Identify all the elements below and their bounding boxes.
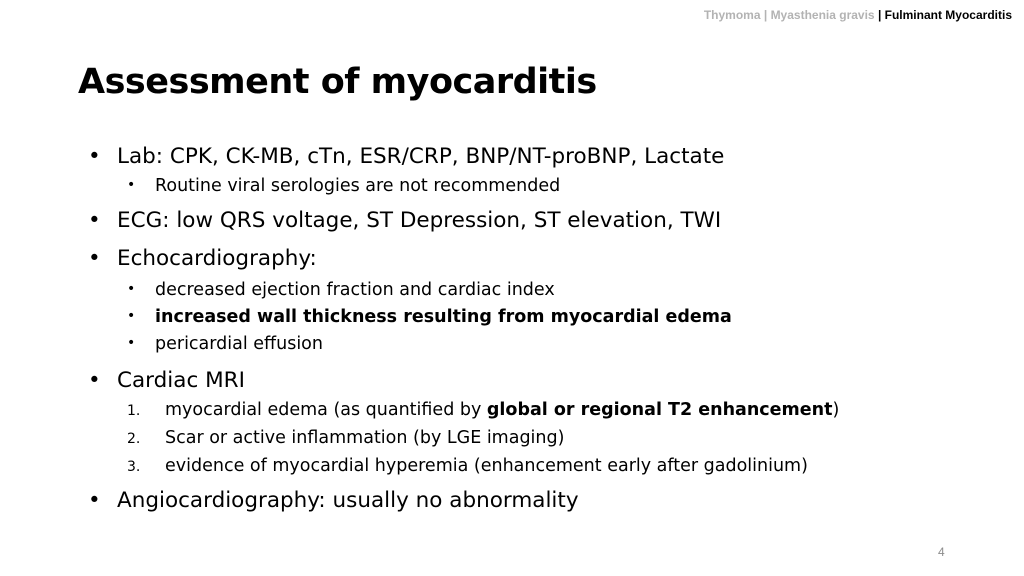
slide-title: Assessment of myocarditis (78, 62, 597, 102)
bullet-text: Angiocardiography: usually no abnormality (117, 488, 579, 513)
bullet-text: Lab: CPK, CK-MB, cTn, ESR/CRP, BNP/NT-proBNP, Lactate (117, 144, 725, 169)
bullet-text: Cardiac MRI (117, 368, 245, 393)
sub-bullet-marker: • (127, 335, 136, 351)
sub-bullet-text: pericardial effusion (155, 334, 323, 354)
sub-bullet-text-bold: increased wall thickness resulting from myocardial edema (155, 307, 732, 327)
bullet-marker: • (88, 144, 101, 169)
number-marker: 2. (127, 431, 141, 447)
numbered-item-3 (127, 456, 808, 476)
bullet-text: ECG: low QRS voltage, ST Depression, ST elevation, TWI (117, 208, 722, 233)
bullet-marker: • (88, 246, 101, 271)
breadcrumb-separator: | (874, 8, 885, 22)
sub-bullet-marker: • (127, 308, 136, 324)
sub-bullet-marker: • (127, 281, 136, 297)
sub-bullet-text: decreased ejection fraction and cardiac index (155, 280, 555, 300)
bullet-lab (88, 144, 724, 169)
bullet-text: Echocardiography: (117, 246, 317, 271)
sub-bullet-pericardial-effusion (127, 334, 323, 354)
numbered-item-1 (127, 400, 839, 420)
sub-bullet-viral-serologies (127, 176, 560, 196)
numbered-text-bold: global or regional T2 enhancement (486, 400, 833, 420)
numbered-item-2 (127, 428, 564, 448)
breadcrumb-myasthenia-gravis: Myasthenia gravis (770, 8, 875, 22)
bullet-marker: • (88, 208, 101, 233)
page-number: 4 (938, 545, 945, 559)
sub-bullet-marker: • (127, 177, 136, 193)
breadcrumb-fulminant-myocarditis: Fulminant Myocarditis (884, 8, 1012, 22)
bullet-cardiac-mri (88, 368, 245, 393)
bullet-marker: • (88, 368, 101, 393)
breadcrumb-separator: | (760, 8, 771, 22)
numbered-text: myocardial edema (as quantified by (165, 400, 487, 420)
bullet-angiocardiography (88, 488, 579, 513)
numbered-text: ) (832, 400, 840, 420)
numbered-text: Scar or active inflammation (by LGE imaging) (165, 428, 565, 448)
bullet-marker: • (88, 488, 101, 513)
numbered-text: evidence of myocardial hyperemia (enhancement early after gadolinium) (165, 456, 808, 476)
number-marker: 1. (127, 403, 141, 419)
bullet-echocardiography (88, 246, 317, 271)
sub-bullet-ejection-fraction (127, 280, 555, 300)
sub-bullet-wall-thickness (127, 307, 732, 327)
sub-bullet-text: Routine viral serologies are not recommended (155, 176, 561, 196)
breadcrumb-thymoma: Thymoma (703, 8, 761, 22)
bullet-ecg (88, 208, 721, 233)
number-marker: 3. (127, 459, 141, 475)
